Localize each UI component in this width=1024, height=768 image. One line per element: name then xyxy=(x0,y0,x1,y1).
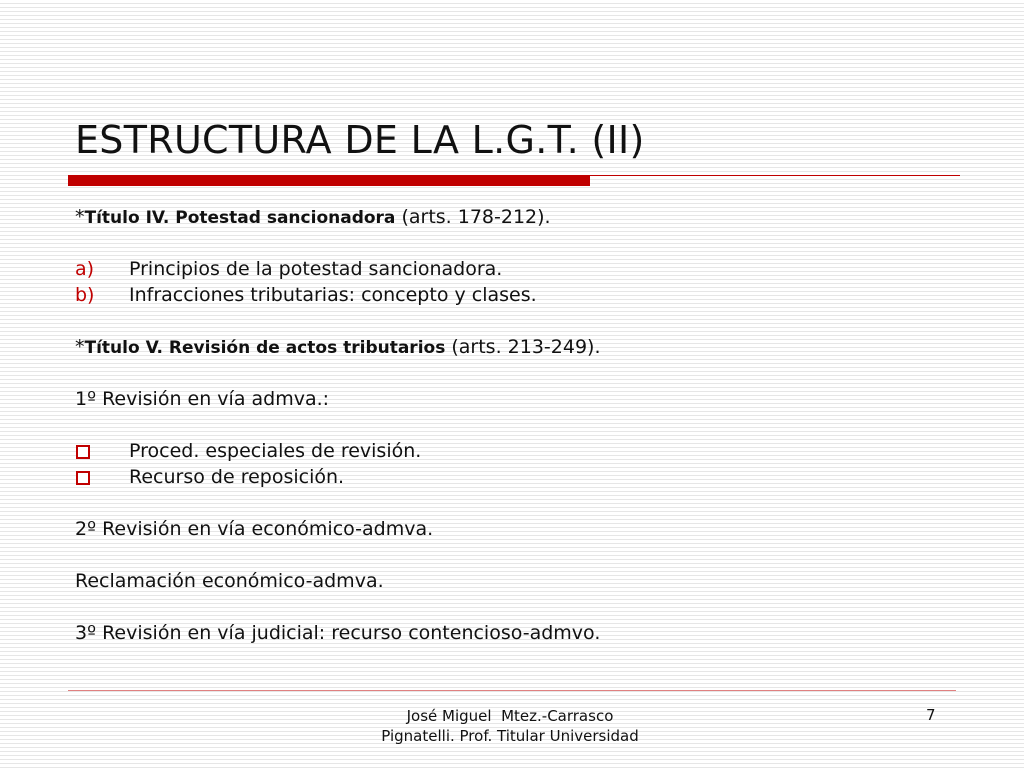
titulo-v-heading xyxy=(75,334,975,360)
footer-divider xyxy=(68,690,956,691)
revision-admva-heading: 1º Revisión en vía admva.: xyxy=(75,388,330,410)
title-underline-bar xyxy=(68,175,590,186)
list-item xyxy=(75,464,975,490)
footer-author-line1: José Miguel Mtez.-Carrasco xyxy=(406,707,614,725)
titulo-iv-heading xyxy=(75,204,975,230)
list-item xyxy=(75,256,975,282)
titulo-v-prefix: * xyxy=(75,336,85,358)
list-item-text: Infracciones tributarias: concepto y clases. xyxy=(129,284,537,306)
spacer xyxy=(75,542,975,568)
titulo-iv-rest: (arts. 178-212). xyxy=(395,206,551,228)
titulo-iv-bold: Título IV. Potestad sancionadora xyxy=(84,208,396,228)
list-marker-a: a) xyxy=(75,258,95,280)
list-item-text: Proced. especiales de revisión. xyxy=(129,440,422,462)
spacer xyxy=(75,412,975,438)
reclamacion-text: Reclamación económico-admva. xyxy=(75,570,384,592)
spacer xyxy=(75,594,975,620)
footer-author-line2: Pignatelli. Prof. Titular Universidad xyxy=(381,727,639,745)
slide-title: ESTRUCTURA DE LA L.G.T. (II) xyxy=(75,118,645,162)
revision-economico-heading: 2º Revisión en vía económico-admva. xyxy=(75,518,434,540)
spacer xyxy=(75,360,975,386)
list-item-text: Principios de la potestad sancionadora. xyxy=(129,258,503,280)
page-number: 7 xyxy=(926,706,936,724)
list-item-text: Recurso de reposición. xyxy=(129,466,345,488)
square-bullet-icon xyxy=(75,439,129,465)
revision-judicial-heading: 3º Revisión en vía judicial: recurso contencioso-admvo. xyxy=(75,622,601,644)
footer-author xyxy=(340,706,680,746)
square-bullet-icon xyxy=(75,465,129,491)
title-underline-rule xyxy=(590,175,960,176)
list-item xyxy=(75,438,975,464)
spacer xyxy=(75,490,975,516)
titulo-iv-prefix: * xyxy=(75,206,85,228)
titulo-v-bold: Título V. Revisión de actos tributarios xyxy=(84,338,446,358)
titulo-v-rest: (arts. 213-249). xyxy=(445,336,601,358)
slide-body xyxy=(75,204,975,646)
list-item xyxy=(75,282,975,308)
spacer xyxy=(75,230,975,256)
list-marker-b: b) xyxy=(75,284,95,306)
spacer xyxy=(75,308,975,334)
